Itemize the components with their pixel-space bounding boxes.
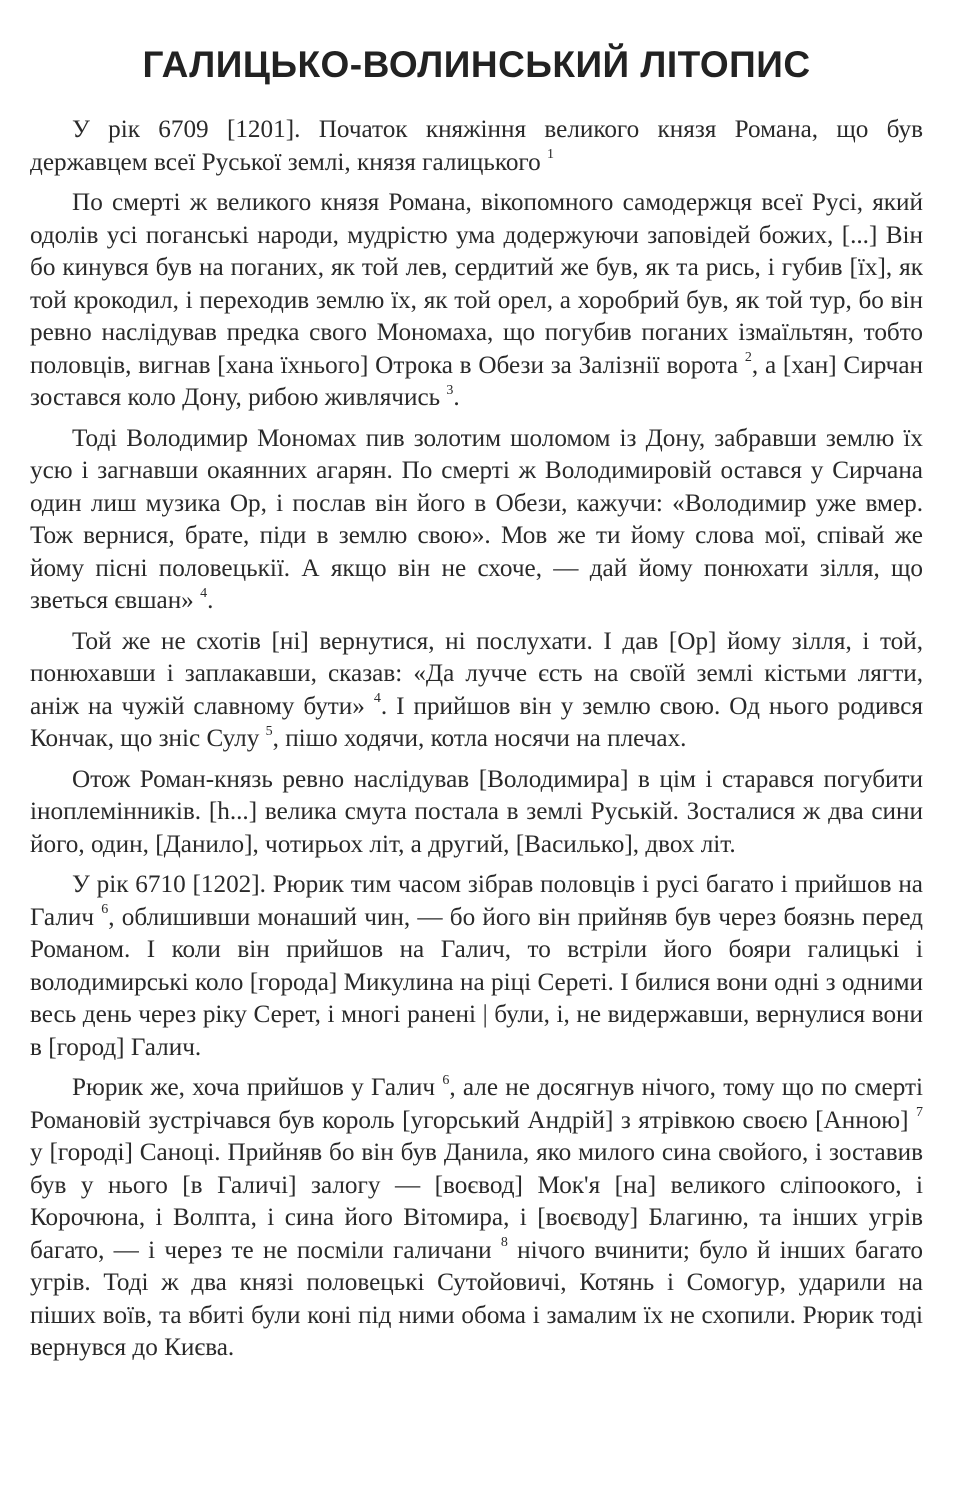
paragraph-text: , а [хан] Сирчан зостався коло Дону, рибою живлячись [30, 351, 923, 411]
footnote-ref: 6 [101, 902, 109, 918]
paragraph-text: , але не досягнув нічого, тому що по смерті Романовій зустрічався був король [угорський Андрій] з ятрівкою своєю [Анною] [30, 1074, 923, 1134]
footnote-ref: 2 [744, 350, 752, 366]
paragraph [30, 869, 923, 1064]
footnote-ref: 8 [500, 1235, 508, 1251]
paragraph [30, 114, 923, 179]
footnote-ref: 7 [916, 1105, 923, 1121]
paragraph-text: . І прийшов він у землю свою. Од нього родився Кончак, що зніс Сулу [30, 692, 923, 752]
paragraph-text: Отож Роман-князь ревно наслідував [Володимира] в цім і старався погубити іноплемінників. [h...] велика смута постала в землі Руській. Зосталися ж два сини його, один, [Данило], чотирьох літ, а другий, [Василько], двох літ. [30, 765, 923, 858]
footnote-ref: 6 [442, 1072, 450, 1088]
page-title: ГАЛИЦЬКО-ВОЛИНСЬКИЙ ЛІТОПИС [142, 44, 811, 85]
paragraph-text: У рік 6710 [1202]. Рюрик тим часом зібрав половців і русі багато і прийшов на Галич [30, 871, 923, 931]
paragraph-text: . [453, 384, 460, 411]
paragraph-text: нічого вчинити; було й інших багато угрів. Тоді ж два князі половецькі Сутойовичі, Котянь і Сомогур, ударили на піших воїв, та вбиті були коні під ними обома і замалим їх не схопили. Рюрик тоді вернувся до Києва. [30, 1236, 923, 1361]
document-body [30, 114, 923, 1365]
paragraph-text: Рюрик же, хоча прийшов у Галич [72, 1074, 443, 1101]
paragraph-text: , пішо ходячи, котла носячи на плечах. [272, 725, 687, 752]
paragraph-text: Тоді Володимир Мономах пив золотим шоломом із Дону, забравши землю їх усю і загнавши окаянних агарян. По смерті ж Володимировій остався у Сирчана один лиш музика Ор, і послав він його в Обези, кажучи: «Володимир уже вмер. Тож вернися, брате, піди в землю свою». Мов же ти йому слова мої, співай же йому пісні половецькії. А якщо він не схоче, — дай йому понюхати зілля, що зветься євшан» [30, 424, 923, 614]
paragraph-text: , облишивши монаший чин, — бо його він прийняв був через боязнь перед Романом. І коли він прийшов на Галич, то встріли його бояри галицькі і володимирські коло [города] Микулина на ріці Сереті. І билися вони одні з одними весь день через ріку Серет, і многі ранені | були, і, не видержавши, вернулися вони в [город] Галич. [30, 903, 924, 1061]
paragraph [30, 626, 923, 756]
paragraph-text: По смерті ж великого князя Романа, вікопомного самодержця всеї Русі, який одолів усі поганські народи, мудрістю ума додержуючи заповідей божих, [...] Він бо кинувся був на поганих, як той лев, сердитий же був, як та рись, і губив [їх], як той крокодил, і переходив землю їх, як той орел, а хоробрий був, як той тур, бо він ревно наслідував предка свого Мономаха, що погубив поганих ізмаїльтян, тобто половців, вигнав [хана їхнього] Отрока в Обези за Залізнії ворота [30, 189, 923, 379]
paragraph [30, 1072, 923, 1365]
paragraph [30, 423, 923, 618]
footnote-ref: 4 [200, 585, 208, 601]
paragraph [30, 764, 923, 862]
paragraph-text: Той же не схотів [ні] вернутися, ні послухати. І дав [Ор] йому зілля, і той, понюхавши і заплакавши, сказав: «Да лучче єсть на своїй землі кістьми лягти, аніж на чужій славному бути» [30, 627, 923, 720]
paragraph-text: . [207, 587, 214, 614]
paragraph-text: У рік 6709 [1201]. Початок княжіння великого князя Романа, що був державцем всеї Руської землі, князя галицького [30, 116, 923, 176]
footnote-ref: 4 [373, 691, 381, 707]
footnote-ref: 1 [547, 147, 555, 163]
paragraph-text: у [городі] Саноці. Прийняв бо він був Данила, яко милого сина свойого, і зоставив був у нього [в Галичі] залогу — [воєвод] Мок'я [на] великого сліпоокого, і Корочюна, і Волпта, і сина його Вітомира, і [воєводу] Благиню, та інших угрів багато, — і через те не посміли галичани [30, 1139, 923, 1264]
footnote-ref: 5 [265, 723, 273, 739]
paragraph [30, 187, 923, 415]
footnote-ref: 3 [446, 382, 454, 398]
